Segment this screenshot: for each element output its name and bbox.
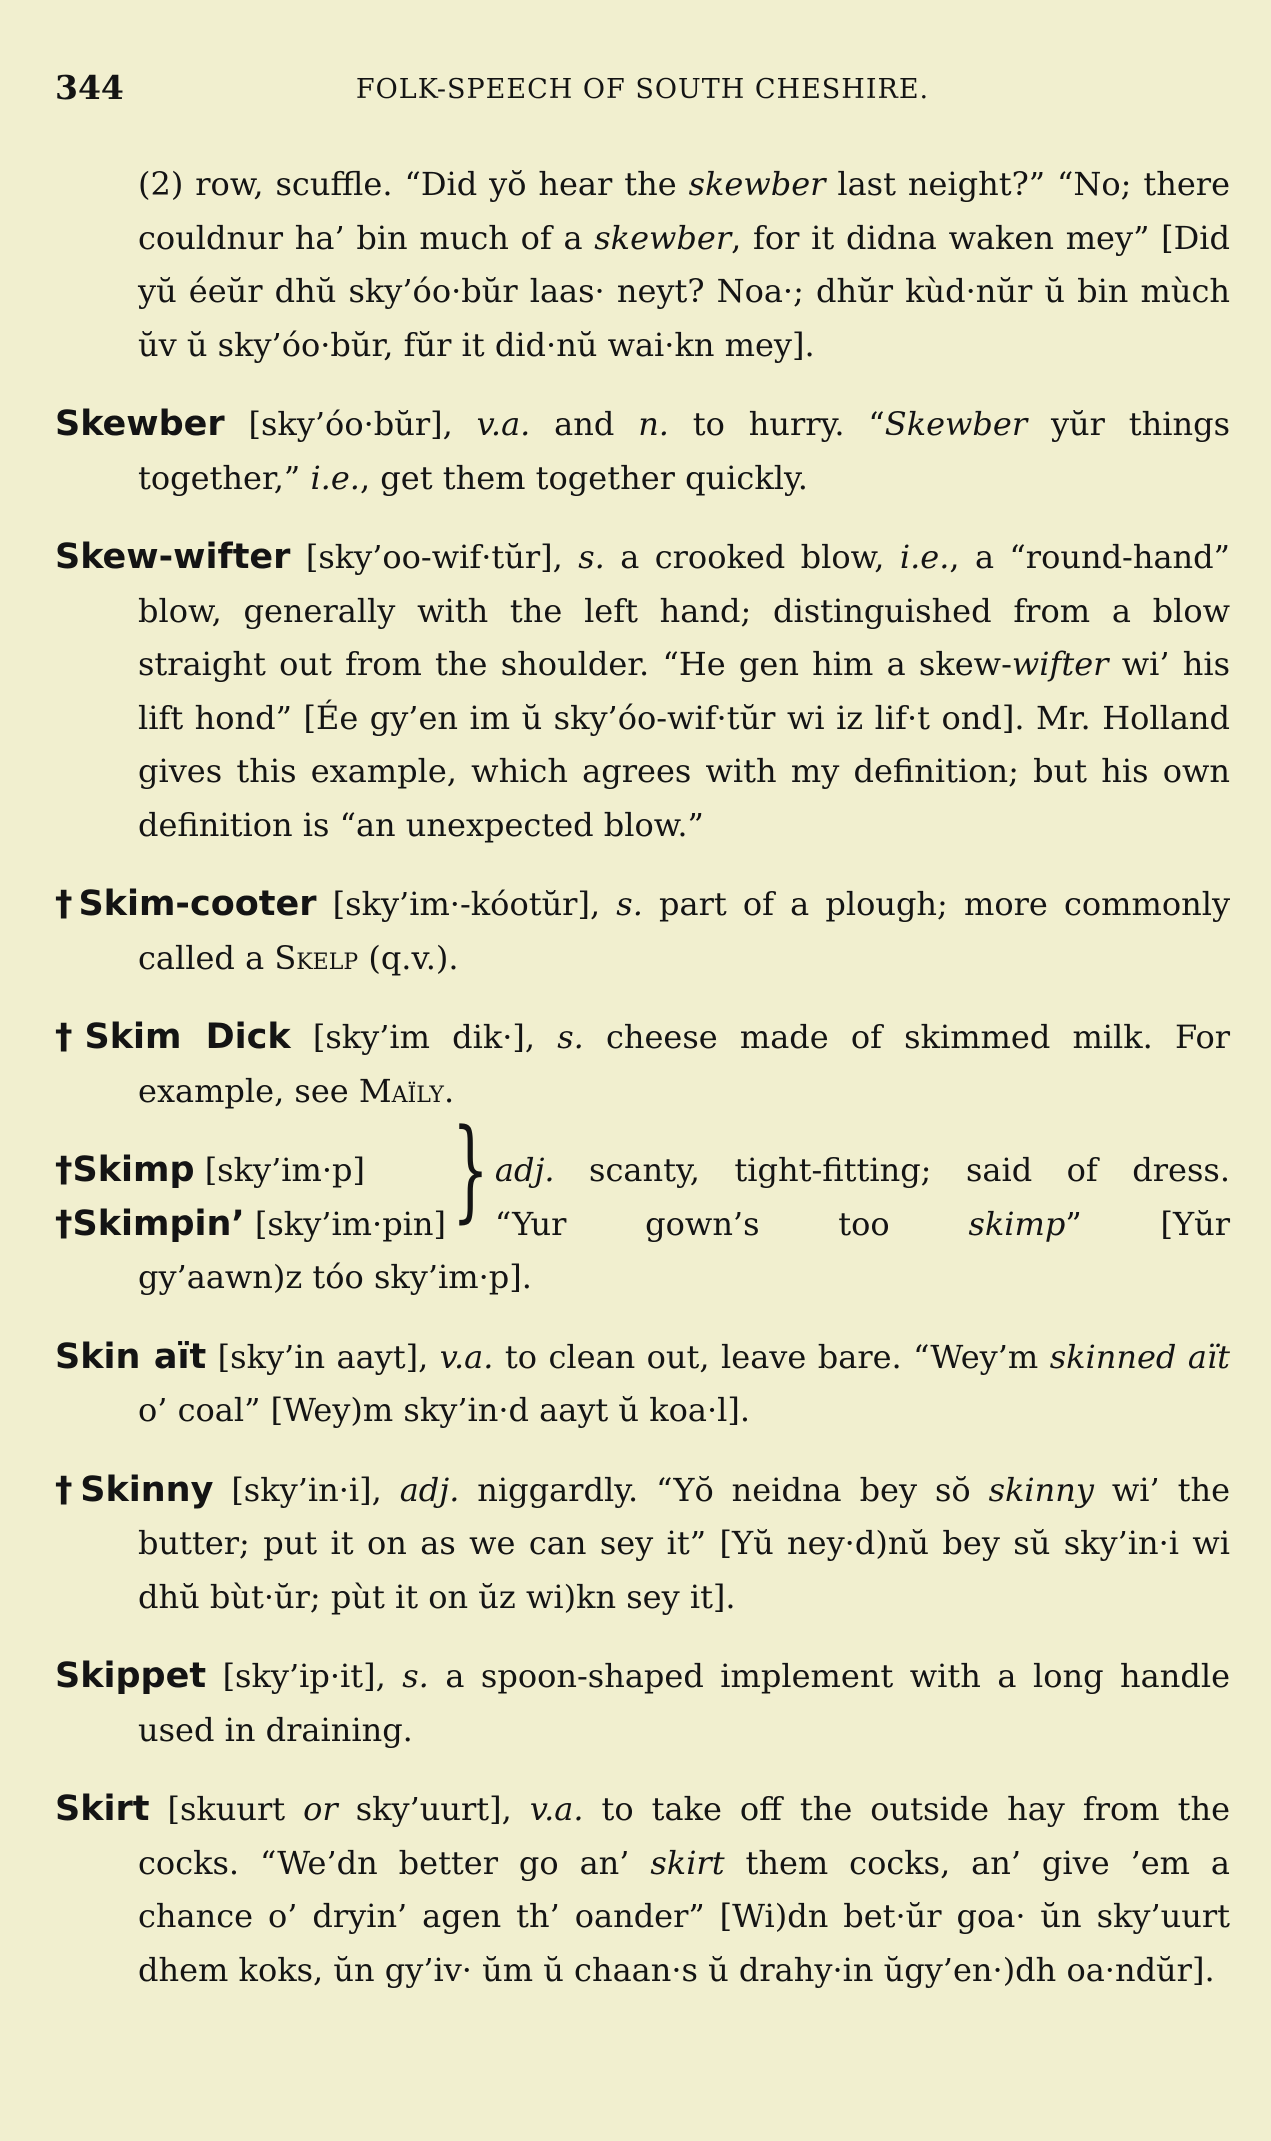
entry-skim-cooter: †Skim-cooter [sky’im·-kóotŭr], s. part of a plough; more commonly called a Skelp (q.v.).	[55, 884, 1231, 977]
headword: Skin aït	[55, 1336, 207, 1377]
entry-skewber-continuation: (2) row, scuffle. “Did yŏ hear the skewber last neight?” “No; there couldnur ha’ bin much of a skewber, for it didna waken mey” [Did yŭ éeŭr dhŭ sky’óo·bŭr laas· neyt? Noa·; dhŭr kùd·nŭr ŭ bin mùch ŭv ŭ sky’óo·bŭr, fŭr it did·nŭ wai·kn mey].	[138, 165, 1231, 364]
headword: Skewber	[55, 404, 225, 444]
headword: †Skinny	[55, 1469, 214, 1510]
page-number: 344	[55, 68, 124, 107]
entries	[55, 158, 1230, 2023]
entry-skin-ait: Skin aït [sky’in aayt], v.a. to clean out, leave bare. “Wey’m skinned aït o’ coal” [Wey)m sky’in·d aayt ŭ koa·l].	[55, 1336, 1231, 1429]
entry-skewber: Skewber [sky’óo·bŭr], v.a. and n. to hurry. “Skewber yŭr things together,” i.e., get them together quickly.	[55, 404, 1231, 497]
headword: †Skim-cooter	[55, 884, 317, 924]
running-title: FOLK-SPEECH OF SOUTH CHESHIRE.	[355, 74, 930, 105]
page-header	[55, 68, 1230, 118]
brace: }	[452, 1104, 489, 1235]
headword-skimpin: †Skimpin’	[55, 1203, 245, 1244]
entry-skinny: †Skinny [sky’in·i], adj. niggardly. “Yŏ neidna bey sŏ skinny wi’ the butter; put it on as we can sey it” [Yŭ ney·d)nŭ bey sŭ sky’in·i wi dhŭ bùt·ŭr; pùt it on ŭz wi)kn sey it].	[55, 1469, 1231, 1616]
entry-skim-dick: †Skim Dick [sky’im dik·], s. cheese made of skimmed milk. For example, see Maïly.	[55, 1017, 1231, 1110]
headword: †Skim Dick	[55, 1017, 291, 1057]
headword-skimp: †Skimp	[55, 1150, 195, 1190]
headword: Skirt	[55, 1789, 150, 1829]
entry-skirt: Skirt [skuurt or sky’uurt], v.a. to take off the outside hay from the cocks. “We’dn better go an’ skirt them cocks, an’ give ’em a chance o’ dryin’ agen th’ oander” [Wi)dn bet·ŭr goa· ŭn sky’uurt dhem koks, ŭn gy’iv· ŭm ŭ chaan·s ŭ drahy·in ŭgy’en·)dh oa·ndŭr].	[55, 1789, 1231, 1989]
entry-skew-wifter: Skew-wifter [sky’oo-wif·tŭr], s. a crooked blow, i.e., a “round-hand” blow, generally with the left hand; distinguished from a blow straight out from the shoulder. “He gen him a skew-wifter wi’ his lift hond” [Ée gy’en im ŭ sky’óo-wif·tŭr wi iz lif·t ond]. Mr. Holland gives this example, which agrees with my definition; but his own definition is “an unexpected blow.”	[55, 537, 1231, 844]
entry-skimp: †Skimp [sky’im·p] †Skimpin’ [sky’im·pin] } adj. scanty, tight-fitting; said of dress. “Yur gown’s too skimp” [Yŭr gy’aawn)z tóo sky’im·p].	[55, 1104, 1231, 1296]
entry-skippet: Skippet [sky’ip·it], s. a spoon-shaped implement with a long handle used in draining.	[55, 1656, 1230, 1749]
headword: Skew-wifter	[55, 537, 291, 577]
headword: Skippet	[55, 1656, 207, 1696]
